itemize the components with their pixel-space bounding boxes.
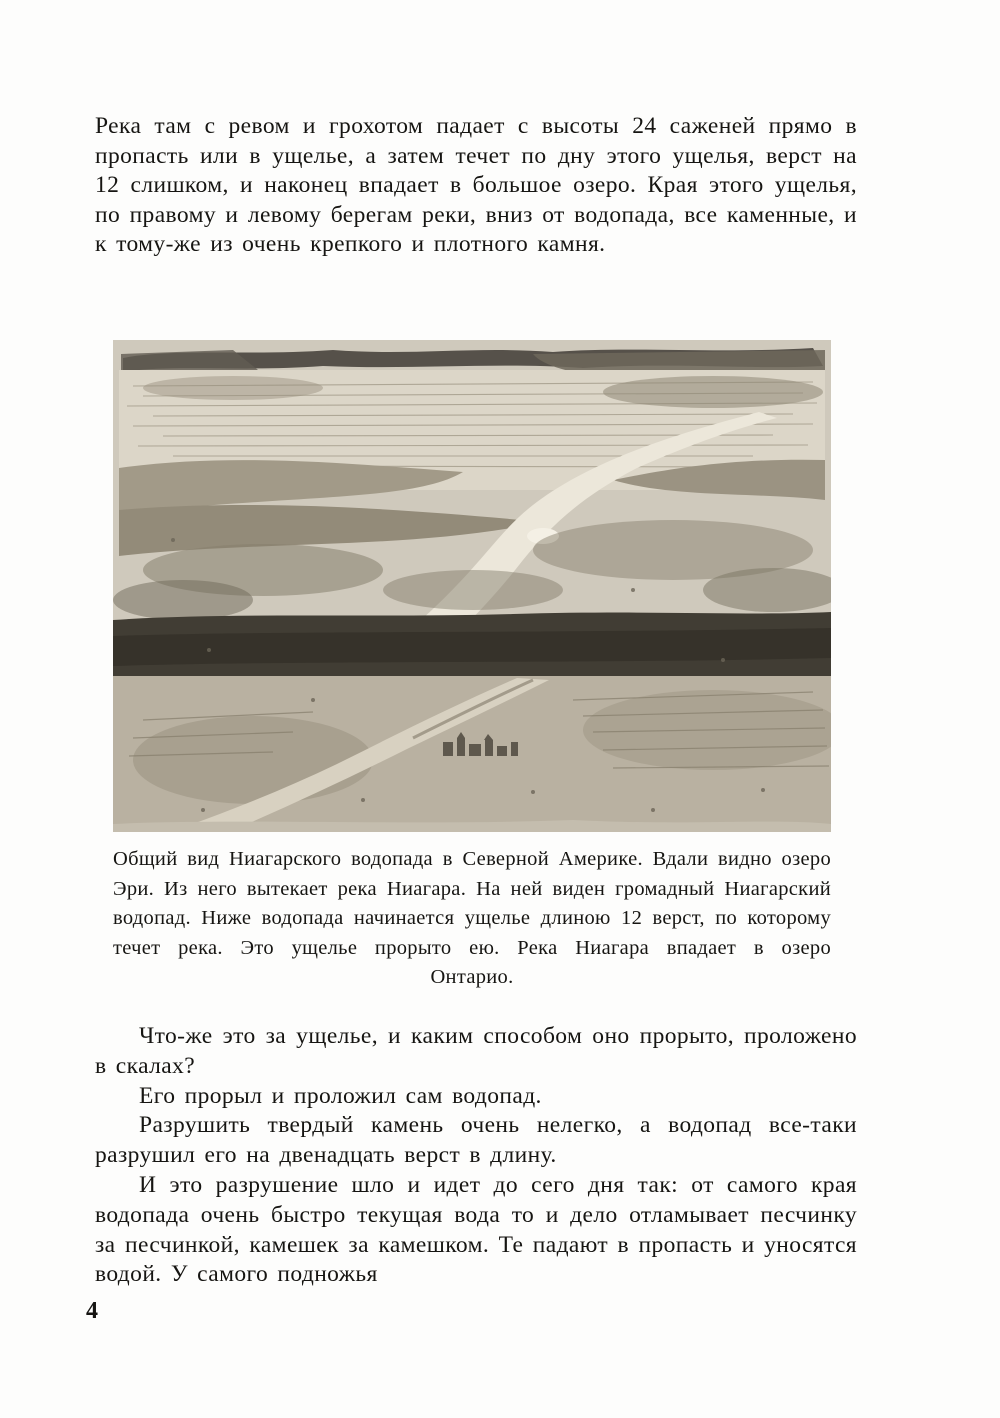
illustration-caption: Общий вид Ниагарского водопада в Северной Америке. Вдали видно озеро Эри. Из него вытекает река Ниагара. На ней виден громадный Ниагарский водопад. Ниже водопада начинается ущелье длиною 12 верст, по которому течет река. Это ущелье прорыто ею. Река Ниагара впадает в озеро Онтарио. bbox=[113, 848, 831, 988]
body-text-block bbox=[95, 1022, 857, 1290]
engraving-art bbox=[113, 340, 831, 832]
paragraph-answer: Его прорыл и проложил сам водопад. bbox=[139, 1082, 542, 1109]
niagara-engraving bbox=[113, 340, 831, 832]
page-number: 4 bbox=[86, 1298, 99, 1324]
paragraph-question: Что-же это за ущелье, и каким способом оно прорыто, проложено в скалах? bbox=[95, 1023, 857, 1079]
paragraph-process: И это разрушение шло и идет до сего дня так: от самого края водопада очень быстро текущая вода то и дело отламывает песчинку за песчинкой, камешек за камешком. Те падают в пропасть и уносятся водой. У самого подножья bbox=[95, 1171, 857, 1288]
paragraph-destruction: Разрушить твердый камень очень нелегко, а водопад все-таки разрушил его на двенадцать верст в длину. bbox=[95, 1112, 857, 1169]
illustration-figure bbox=[113, 340, 831, 832]
opening-paragraph: Река там с ревом и грохотом падает с высоты 24 саженей прямо в пропасть или в ущелье, а затем течет по дну этого ущелья, верст на 12 слишком, и наконец впадает в большое озеро. Края этого ущелья, по правому и левому берегам реки, вниз от водопада, все каменные, и к тому-же из очень крепкого и плотного камня. bbox=[95, 113, 857, 258]
